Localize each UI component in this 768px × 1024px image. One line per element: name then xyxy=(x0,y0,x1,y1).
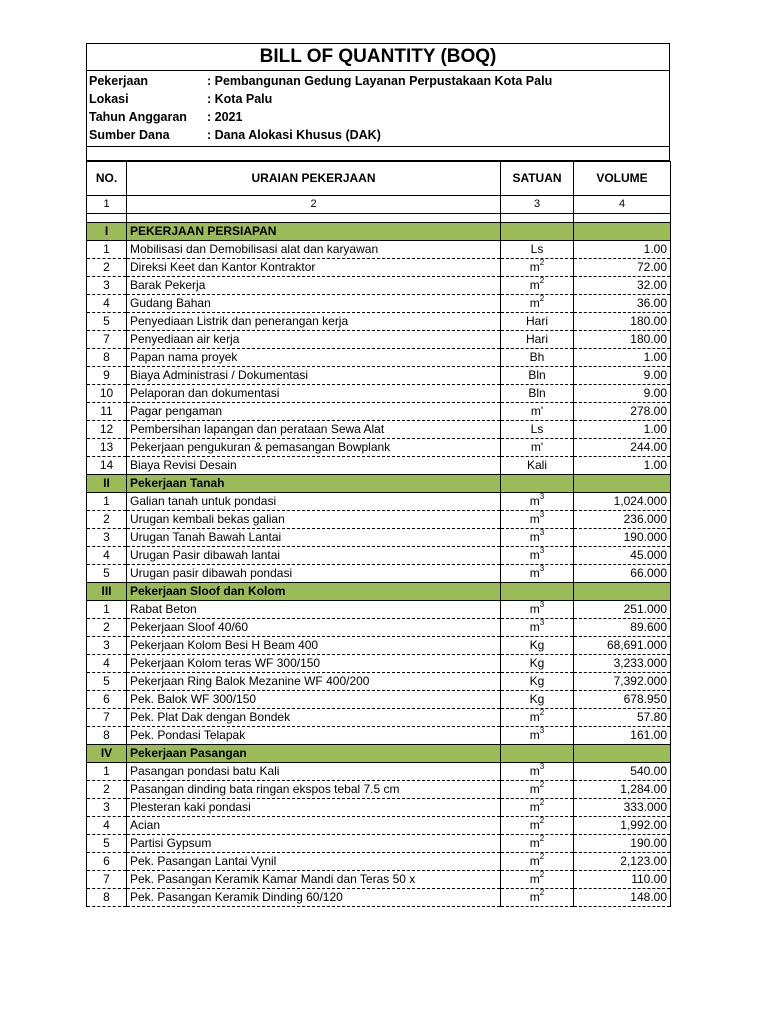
col-header-uraian: URAIAN PEKERJAAN xyxy=(127,162,501,196)
table-row xyxy=(87,655,671,673)
item-volume: 1.00 xyxy=(574,349,671,367)
header-gap xyxy=(86,147,670,161)
unit-exponent: 2 xyxy=(539,870,545,879)
table-row xyxy=(87,709,671,727)
table-row xyxy=(87,673,671,691)
item-unit xyxy=(501,259,574,277)
section-number: II xyxy=(87,475,127,493)
item-description: Pekerjaan Kolom Besi H Beam 400 xyxy=(127,637,501,655)
table-row xyxy=(87,529,671,547)
item-description: Pekerjaan Sloof 40/60 xyxy=(127,619,501,637)
item-description: Pekerjaan Ring Balok Mezanine WF 400/200 xyxy=(127,673,501,691)
item-number: 3 xyxy=(87,637,127,655)
section-number: IV xyxy=(87,745,127,763)
table-row xyxy=(87,547,671,565)
table-row xyxy=(87,601,671,619)
item-unit xyxy=(501,889,574,907)
boq-body xyxy=(87,223,671,907)
unit-exponent: 3 xyxy=(539,546,545,555)
item-description: Pagar pengaman xyxy=(127,403,501,421)
item-description: Pembersihan lapangan dan perataan Sewa Alat xyxy=(127,421,501,439)
unit-exponent: 3 xyxy=(539,618,545,627)
item-volume: 540.00 xyxy=(574,763,671,781)
unit-text: m' xyxy=(530,404,544,418)
table-row xyxy=(87,637,671,655)
section-unit-empty xyxy=(501,475,574,493)
unit-text: m xyxy=(529,818,540,832)
unit-text: Kg xyxy=(529,674,545,688)
col-index: 3 xyxy=(501,196,574,214)
unit-exponent: 2 xyxy=(539,798,545,807)
table-row xyxy=(87,511,671,529)
table-row xyxy=(87,367,671,385)
item-number: 4 xyxy=(87,817,127,835)
section-row xyxy=(87,583,671,601)
item-unit xyxy=(501,655,574,673)
item-description: Pek. Pasangan Keramik Kamar Mandi dan Teras 50 x xyxy=(127,871,501,889)
item-unit xyxy=(501,691,574,709)
item-description: Pek. Pondasi Telapak xyxy=(127,727,501,745)
unit-text: Bh xyxy=(529,350,545,364)
info-label: Lokasi xyxy=(89,92,129,106)
unit-text: m xyxy=(529,764,540,778)
table-row xyxy=(87,619,671,637)
item-volume: 1.00 xyxy=(574,421,671,439)
table-row xyxy=(87,403,671,421)
info-label: Tahun Anggaran xyxy=(89,110,187,124)
col-index: 1 xyxy=(87,196,127,214)
unit-text: m xyxy=(529,278,540,292)
item-volume: 45.000 xyxy=(574,547,671,565)
section-volume-empty xyxy=(574,583,671,601)
item-unit xyxy=(501,403,574,421)
item-volume: 244.00 xyxy=(574,439,671,457)
item-number: 14 xyxy=(87,457,127,475)
table-row xyxy=(87,781,671,799)
item-number: 4 xyxy=(87,295,127,313)
table-row xyxy=(87,493,671,511)
item-number: 4 xyxy=(87,655,127,673)
unit-exponent: 2 xyxy=(539,294,545,303)
item-description: Pek. Pasangan Lantai Vynil xyxy=(127,853,501,871)
unit-exponent: 3 xyxy=(539,726,545,735)
item-description: Pekerjaan pengukuran & pemasangan Bowplank xyxy=(127,439,501,457)
col-index: 2 xyxy=(127,196,501,214)
table-row xyxy=(87,313,671,331)
item-number: 7 xyxy=(87,871,127,889)
item-unit xyxy=(501,763,574,781)
section-volume-empty xyxy=(574,223,671,241)
section-row xyxy=(87,475,671,493)
item-unit xyxy=(501,295,574,313)
item-description: Barak Pekerja xyxy=(127,277,501,295)
item-volume: 72.00 xyxy=(574,259,671,277)
item-description: Biaya Revisi Desain xyxy=(127,457,501,475)
item-number: 11 xyxy=(87,403,127,421)
item-volume: 1,024.000 xyxy=(574,493,671,511)
unit-text: m xyxy=(529,710,540,724)
item-unit xyxy=(501,421,574,439)
table-row xyxy=(87,241,671,259)
item-number: 2 xyxy=(87,259,127,277)
table-row xyxy=(87,295,671,313)
table-row xyxy=(87,889,671,907)
unit-text: Kali xyxy=(526,458,547,472)
item-volume: 9.00 xyxy=(574,367,671,385)
col-header-satuan: SATUAN xyxy=(501,162,574,196)
item-number: 5 xyxy=(87,565,127,583)
unit-text: m xyxy=(529,800,540,814)
table-row xyxy=(87,853,671,871)
unit-text: m xyxy=(529,782,540,796)
item-number: 1 xyxy=(87,763,127,781)
item-unit xyxy=(501,313,574,331)
info-row-lokasi xyxy=(87,90,669,108)
section-title: Pekerjaan Sloof dan Kolom xyxy=(127,583,501,601)
item-number: 5 xyxy=(87,313,127,331)
item-number: 5 xyxy=(87,673,127,691)
item-number: 9 xyxy=(87,367,127,385)
column-index-row xyxy=(87,196,671,214)
item-volume: 36.00 xyxy=(574,295,671,313)
item-description: Pek. Balok WF 300/150 xyxy=(127,691,501,709)
col-header-no: NO. xyxy=(87,162,127,196)
unit-exponent: 3 xyxy=(539,492,545,501)
item-volume: 161.00 xyxy=(574,727,671,745)
item-number: 3 xyxy=(87,277,127,295)
document-title: BILL OF QUANTITY (BOQ) xyxy=(86,43,670,71)
item-description: Pekerjaan Kolom teras WF 300/150 xyxy=(127,655,501,673)
unit-text: m xyxy=(529,494,540,508)
unit-exponent: 2 xyxy=(539,816,545,825)
item-volume: 251.000 xyxy=(574,601,671,619)
item-volume: 148.00 xyxy=(574,889,671,907)
unit-exponent: 2 xyxy=(539,708,545,717)
unit-text: Ls xyxy=(530,242,544,256)
info-label: Pekerjaan xyxy=(89,74,149,88)
item-number: 7 xyxy=(87,709,127,727)
item-description: Penyediaan air kerja xyxy=(127,331,501,349)
item-number: 3 xyxy=(87,799,127,817)
item-volume: 180.00 xyxy=(574,331,671,349)
unit-text: Bln xyxy=(528,368,546,382)
table-row xyxy=(87,331,671,349)
item-volume: 1.00 xyxy=(574,241,671,259)
item-volume: 2,123.00 xyxy=(574,853,671,871)
item-number: 1 xyxy=(87,493,127,511)
section-volume-empty xyxy=(574,745,671,763)
item-volume: 3,233.000 xyxy=(574,655,671,673)
unit-text: m xyxy=(529,620,540,634)
boq-table xyxy=(86,161,671,907)
section-unit-empty xyxy=(501,583,574,601)
unit-exponent: 2 xyxy=(539,258,545,267)
item-unit xyxy=(501,241,574,259)
item-number: 8 xyxy=(87,727,127,745)
item-volume: 278.00 xyxy=(574,403,671,421)
item-number: 13 xyxy=(87,439,127,457)
item-description: Partisi Gypsum xyxy=(127,835,501,853)
item-number: 6 xyxy=(87,691,127,709)
table-row xyxy=(87,835,671,853)
item-description: Plesteran kaki pondasi xyxy=(127,799,501,817)
item-number: 4 xyxy=(87,547,127,565)
item-volume: 9.00 xyxy=(574,385,671,403)
section-row xyxy=(87,223,671,241)
item-volume: 32.00 xyxy=(574,277,671,295)
section-row xyxy=(87,745,671,763)
item-number: 1 xyxy=(87,241,127,259)
table-row xyxy=(87,457,671,475)
section-number: III xyxy=(87,583,127,601)
item-unit xyxy=(501,817,574,835)
item-unit xyxy=(501,547,574,565)
column-header-row xyxy=(87,162,671,196)
section-title: PEKERJAAN PERSIAPAN xyxy=(127,223,501,241)
item-number: 3 xyxy=(87,529,127,547)
item-unit xyxy=(501,529,574,547)
section-number: I xyxy=(87,223,127,241)
table-row xyxy=(87,259,671,277)
col-index: 4 xyxy=(574,196,671,214)
item-description: Urugan kembali bekas galian xyxy=(127,511,501,529)
item-volume: 236.000 xyxy=(574,511,671,529)
item-unit xyxy=(501,853,574,871)
item-unit xyxy=(501,601,574,619)
item-number: 8 xyxy=(87,349,127,367)
item-volume: 190.00 xyxy=(574,835,671,853)
item-volume: 180.00 xyxy=(574,313,671,331)
section-title: Pekerjaan Pasangan xyxy=(127,745,501,763)
item-volume: 678.950 xyxy=(574,691,671,709)
item-description: Papan nama proyek xyxy=(127,349,501,367)
table-row xyxy=(87,871,671,889)
unit-exponent: 2 xyxy=(539,780,545,789)
item-description: Rabat Beton xyxy=(127,601,501,619)
spacer-row xyxy=(87,214,671,223)
table-row xyxy=(87,817,671,835)
item-volume: 57.80 xyxy=(574,709,671,727)
unit-exponent: 3 xyxy=(539,510,545,519)
item-unit xyxy=(501,331,574,349)
table-row xyxy=(87,799,671,817)
item-unit xyxy=(501,385,574,403)
unit-text: m xyxy=(529,296,540,310)
item-unit xyxy=(501,781,574,799)
item-volume: 7,392.000 xyxy=(574,673,671,691)
section-title: Pekerjaan Tanah xyxy=(127,475,501,493)
unit-exponent: 2 xyxy=(539,276,545,285)
item-number: 7 xyxy=(87,331,127,349)
project-info xyxy=(86,71,670,147)
unit-exponent: 2 xyxy=(539,834,545,843)
item-volume: 110.00 xyxy=(574,871,671,889)
item-description: Mobilisasi dan Demobilisasi alat dan karyawan xyxy=(127,241,501,259)
unit-text: Kg xyxy=(529,656,545,670)
unit-exponent: 3 xyxy=(539,762,545,771)
item-number: 5 xyxy=(87,835,127,853)
item-description: Urugan Tanah Bawah Lantai xyxy=(127,529,501,547)
item-volume: 1,992.00 xyxy=(574,817,671,835)
item-description: Pek. Plat Dak dengan Bondek xyxy=(127,709,501,727)
item-unit xyxy=(501,799,574,817)
unit-text: m xyxy=(529,548,540,562)
section-volume-empty xyxy=(574,475,671,493)
info-value: : Pembangunan Gedung Layanan Perpustakaan Kota Palu xyxy=(207,74,553,88)
table-row xyxy=(87,727,671,745)
col-header-volume: VOLUME xyxy=(574,162,671,196)
unit-exponent: 3 xyxy=(539,528,545,537)
item-volume: 333.000 xyxy=(574,799,671,817)
table-row xyxy=(87,421,671,439)
item-number: 12 xyxy=(87,421,127,439)
unit-text: m xyxy=(529,854,540,868)
item-unit xyxy=(501,673,574,691)
table-row xyxy=(87,439,671,457)
unit-text: m xyxy=(529,260,540,274)
item-description: Pelaporan dan dokumentasi xyxy=(127,385,501,403)
item-unit xyxy=(501,709,574,727)
table-row xyxy=(87,565,671,583)
unit-text: Ls xyxy=(530,422,544,436)
item-unit xyxy=(501,727,574,745)
unit-text: Bln xyxy=(528,386,546,400)
unit-text: m xyxy=(529,836,540,850)
item-volume: 1.00 xyxy=(574,457,671,475)
item-unit xyxy=(501,619,574,637)
section-unit-empty xyxy=(501,223,574,241)
boq-sheet xyxy=(86,43,670,907)
unit-exponent: 3 xyxy=(539,564,545,573)
unit-text: m' xyxy=(530,440,544,454)
unit-exponent: 3 xyxy=(539,600,545,609)
item-unit xyxy=(501,637,574,655)
item-description: Urugan pasir dibawah pondasi xyxy=(127,565,501,583)
item-volume: 1,284.00 xyxy=(574,781,671,799)
info-row-pekerjaan xyxy=(87,72,669,90)
item-description: Urugan Pasir dibawah lantai xyxy=(127,547,501,565)
unit-text: m xyxy=(529,530,540,544)
item-volume: 89.600 xyxy=(574,619,671,637)
item-number: 2 xyxy=(87,619,127,637)
table-row xyxy=(87,763,671,781)
item-description: Pasangan pondasi batu Kali xyxy=(127,763,501,781)
unit-text: m xyxy=(529,728,540,742)
item-unit xyxy=(501,439,574,457)
item-volume: 190.000 xyxy=(574,529,671,547)
table-row xyxy=(87,691,671,709)
unit-text: m xyxy=(529,512,540,526)
unit-text: m xyxy=(529,872,540,886)
item-volume: 68,691.000 xyxy=(574,637,671,655)
table-row xyxy=(87,349,671,367)
item-volume: 66.000 xyxy=(574,565,671,583)
item-unit xyxy=(501,349,574,367)
item-unit xyxy=(501,277,574,295)
unit-exponent: 2 xyxy=(539,852,545,861)
unit-text: m xyxy=(529,890,540,904)
item-description: Galian tanah untuk pondasi xyxy=(127,493,501,511)
unit-text: Hari xyxy=(525,332,548,346)
unit-text: Hari xyxy=(525,314,548,328)
unit-text: Kg xyxy=(529,638,545,652)
item-description: Gudang Bahan xyxy=(127,295,501,313)
item-number: 2 xyxy=(87,781,127,799)
unit-text: Kg xyxy=(529,692,545,706)
info-row-tahun-anggaran xyxy=(87,108,669,126)
item-description: Penyediaan Listrik dan penerangan kerja xyxy=(127,313,501,331)
info-label: Sumber Dana xyxy=(89,128,170,142)
item-unit xyxy=(501,367,574,385)
item-description: Direksi Keet dan Kantor Kontraktor xyxy=(127,259,501,277)
item-unit xyxy=(501,871,574,889)
info-row-sumber-dana xyxy=(87,126,669,144)
item-unit xyxy=(501,511,574,529)
item-unit xyxy=(501,835,574,853)
item-unit xyxy=(501,493,574,511)
unit-exponent: 2 xyxy=(539,888,545,897)
info-value: : 2021 xyxy=(207,110,243,124)
item-description: Acian xyxy=(127,817,501,835)
item-description: Pek. Pasangan Keramik Dinding 60/120 xyxy=(127,889,501,907)
table-row xyxy=(87,277,671,295)
item-number: 8 xyxy=(87,889,127,907)
table-row xyxy=(87,385,671,403)
item-number: 2 xyxy=(87,511,127,529)
item-number: 10 xyxy=(87,385,127,403)
info-value: : Dana Alokasi Khusus (DAK) xyxy=(207,128,381,142)
unit-text: m xyxy=(529,602,540,616)
info-value: : Kota Palu xyxy=(207,92,273,106)
item-unit xyxy=(501,457,574,475)
item-unit xyxy=(501,565,574,583)
item-number: 1 xyxy=(87,601,127,619)
item-description: Pasangan dinding bata ringan ekspos tebal 7.5 cm xyxy=(127,781,501,799)
item-number: 6 xyxy=(87,853,127,871)
item-description: Biaya Administrasi / Dokumentasi xyxy=(127,367,501,385)
unit-text: m xyxy=(529,566,540,580)
section-unit-empty xyxy=(501,745,574,763)
